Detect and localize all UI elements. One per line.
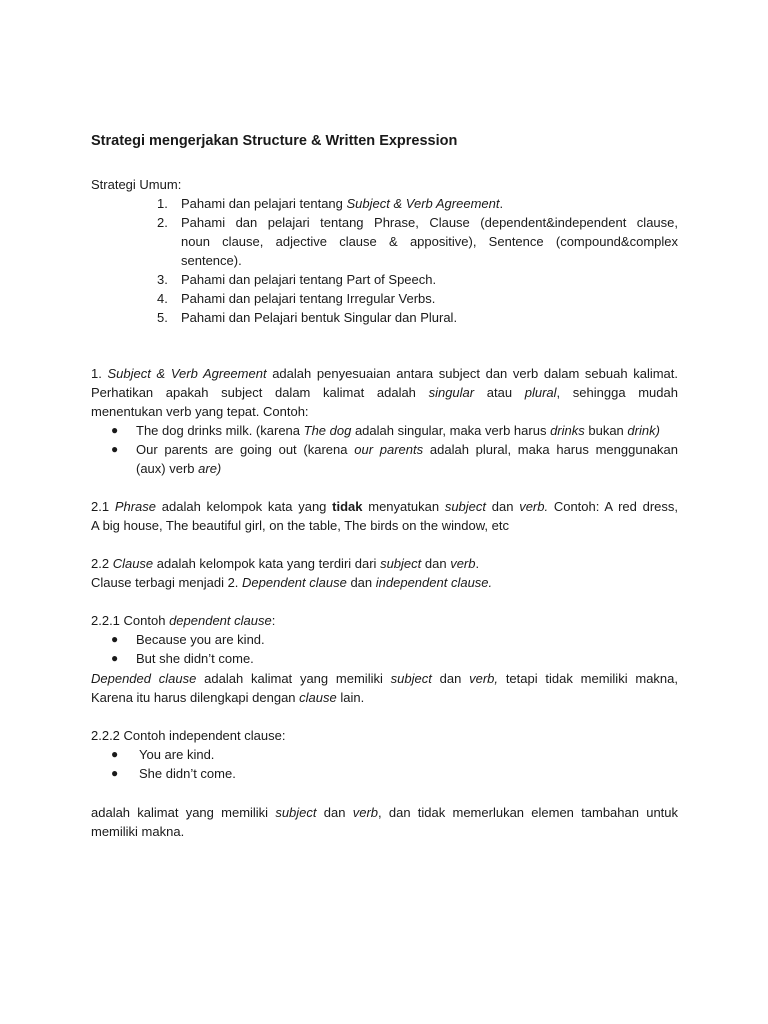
dependent-clause-examples <box>111 630 678 668</box>
list-item: 3. Pahami dan pelajari tentang Part of Speech. <box>157 272 437 287</box>
list-item: ● She didn’t come. <box>111 766 236 781</box>
list-item: ● Because you are kind. <box>111 632 265 647</box>
section-2-2-2-heading: 2.2.2 Contoh independent clause: <box>91 728 286 743</box>
section-1-paragraph: 1. Subject & Verb Agreement adalah penyesuaian antara subject dan verb dalam sebuah kalimat. Perhatikan apakah subject dalam kalimat adalah singular atau plural, sehingga mudah menentukan verb yang tepat. Contoh: <box>91 366 679 419</box>
document-title: Strategi mengerjakan Structure & Written Expression <box>91 133 458 149</box>
independent-clause-examples <box>111 745 678 783</box>
section-2-1-paragraph: 2.1 Phrase adalah kelompok kata yang tidak menyatukan subject dan verb. Contoh: A red dress, A big house, The beautiful girl, on the table, The birds on the window, etc <box>91 499 679 533</box>
list-item: 1. Pahami dan pelajari tentang Subject & Verb Agreement. <box>157 196 504 211</box>
list-item: 4. Pahami dan pelajari tentang Irregular Verbs. <box>157 291 436 306</box>
list-item: ● The dog drinks milk. (karena The dog adalah singular, maka verb harus drinks bukan drink) <box>111 423 660 438</box>
list-item: 5. Pahami dan Pelajari bentuk Singular dan Plural. <box>157 310 458 325</box>
list-item: ● You are kind. <box>111 747 215 762</box>
strategi-umum-label: Strategi Umum: <box>91 177 182 192</box>
dependent-clause-explanation: Depended clause adalah kalimat yang memiliki subject dan verb, tetapi tidak memiliki makna, Karena itu harus dilengkapi dengan clause lain. <box>91 671 679 705</box>
section-2-2-1-heading: 2.2.1 Contoh dependent clause: <box>91 613 276 628</box>
list-item: ● But she didn’t come. <box>111 651 254 666</box>
section-2-2-paragraph: 2.2 Clause adalah kelompok kata yang terdiri dari subject dan verb. Clause terbagi menjadi 2. Dependent clause dan independent clause. <box>91 556 493 590</box>
strategi-list <box>157 194 678 327</box>
list-item: 2. Pahami dan pelajari tentang Phrase, Clause (dependent&independent clause, noun clause, adjective clause & appositive), Sentence (compound&complex sentence). <box>157 215 678 268</box>
list-item: ● Our parents are going out (karena our parents adalah plural, maka harus menggunakan (aux) verb are) <box>111 442 679 476</box>
section-1-examples <box>111 421 678 478</box>
independent-clause-explanation: adalah kalimat yang memiliki subject dan verb, dan tidak memerlukan elemen tambahan untuk memiliki makna. <box>91 805 679 839</box>
